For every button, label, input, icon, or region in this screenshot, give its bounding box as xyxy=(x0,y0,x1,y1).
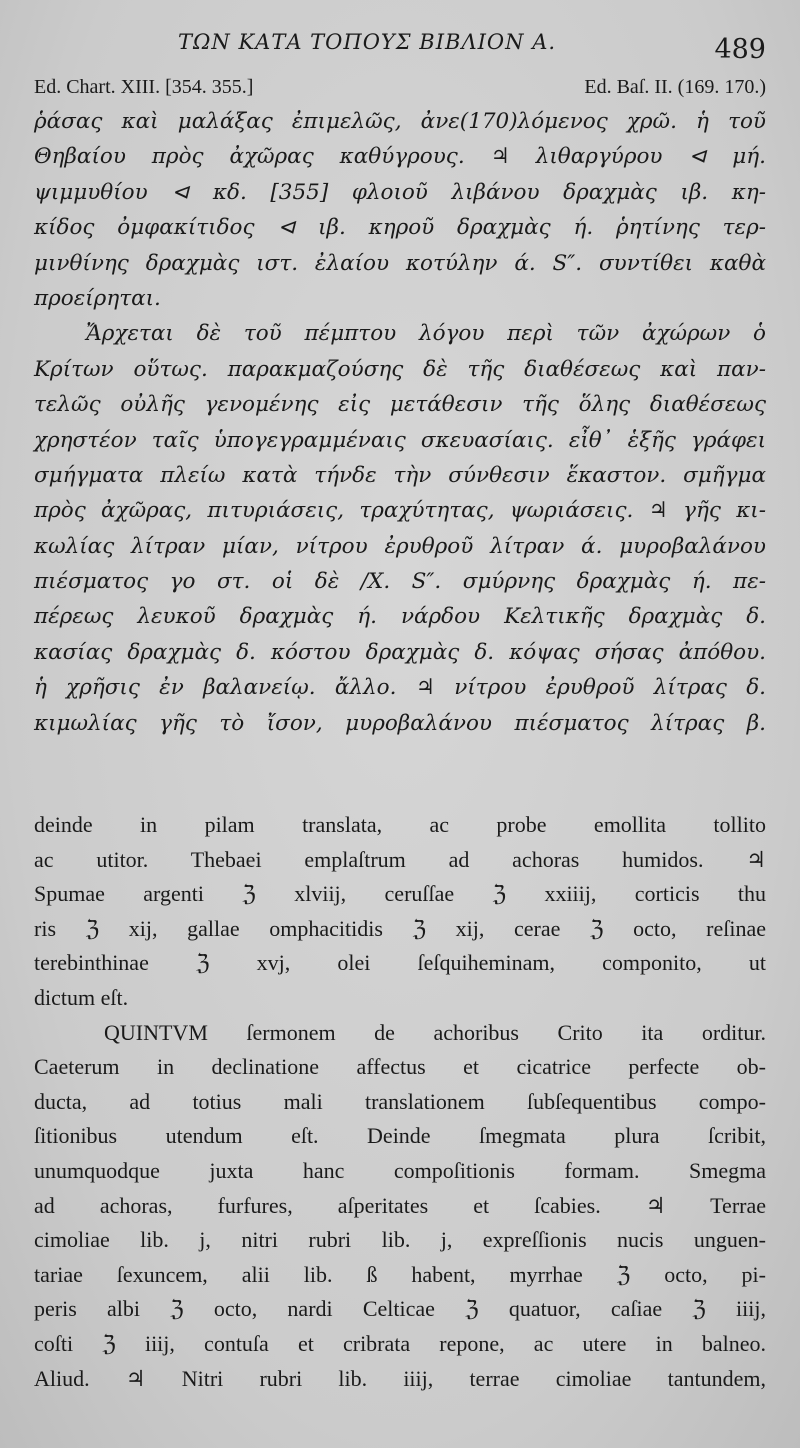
latin-line: unumquodque juxta hanc compoſitionis formam. Smegma xyxy=(34,1157,766,1183)
greek-line: πρὸς ἀχῶρας, πιτυριάσεις, τραχύτητας, ψωριάσεις. ♃ γῆς κι- xyxy=(34,498,766,524)
greek-line: προείρηται. xyxy=(34,285,161,311)
latin-line: terebinthinae ℨ xvj, olei ſeſquiheminam, componito, ut xyxy=(34,950,766,976)
greek-line: κωλίας λίτραν μίαν, νίτρου ἐρυθροῦ λίτραν ά. μυροβαλάνου xyxy=(34,533,766,559)
greek-line: κασίας δραχμὰς δ. κόστου δραχμὰς δ. κόψας σήσας ἀπόθου. xyxy=(34,639,766,665)
edition-reference-line xyxy=(34,76,766,104)
latin-line: cimoliae lib. j, nitri rubri lib. j, expreſſionis nucis unguen- xyxy=(34,1227,766,1253)
latin-line: coſti ℨ iiij, contuſa et cribrata repone, ac utere in balneo. xyxy=(34,1330,766,1356)
greek-line: πέρεως λευκοῦ δραχμὰς ή. νάρδου Κελτικῆς δραχμὰς δ. xyxy=(34,604,766,630)
latin-line: dictum eſt. xyxy=(34,984,129,1010)
greek-line: κιμωλίας γῆς τὸ ἴσον, μυροβαλάνου πιέσματος λίτρας β. xyxy=(34,710,766,736)
running-head-title: ΤΩΝ ΚΑΤΑ ΤΟΠΟΥΣ ΒΙΒΛΙΟΝ Α. xyxy=(178,30,557,54)
latin-line: ad achoras, furfures, aſperitates et ſcabies. ♃ Terrae xyxy=(34,1192,766,1218)
greek-text-block xyxy=(34,104,766,741)
greek-line: ἡ χρῆσις ἐν βαλανείῳ. ἄλλο. ♃ νίτρου ἐρυθροῦ λίτρας δ. xyxy=(34,675,766,701)
greek-line: Κρίτων οὕτως. παρακμαζούσης δὲ τῆς διαθέσεως καὶ παν- xyxy=(34,356,766,382)
greek-line: ῥάσας καὶ μαλάξας ἐπιμελῶς, ἀνε(170)λόμενος χρῶ. ἡ τοῦ xyxy=(34,109,766,134)
greek-line: ψιμμυθίου ⊲ κδ. [355] φλοιοῦ λιβάνου δραχμὰς ιβ. κη- xyxy=(34,179,766,205)
greek-line: Ἄρχεται δὲ τοῦ πέμπτου λόγου περὶ τῶν ἀχώρων ὁ xyxy=(86,321,766,347)
greek-line: σμήγματα πλείω κατὰ τήνδε τὴν σύνθεσιν ἕκαστον. σμῆγμα xyxy=(34,462,766,488)
latin-text-block xyxy=(34,808,766,1396)
latin-line: Spumae argenti ℨ xlviij, ceruſſae ℨ xxiiij, corticis thu xyxy=(34,881,766,907)
greek-line: Θηβαίου πρὸς ἀχῶρας καθύγρους. ♃ λιθαργύρου ⊲ μή. xyxy=(34,144,766,170)
latin-line: ducta, ad totius mali translationem ſubſequentibus compo- xyxy=(34,1088,766,1114)
greek-line: μινθίνης δραχμὰς ιστ. ἐλαίου κοτύλην ά. S″. συντίθει καθὰ xyxy=(34,250,766,276)
basel-edition-ref: Ed. Baſ. II. (169. 170.) xyxy=(584,76,766,98)
latin-line: ris ℨ xij, gallae omphacitidis ℨ xij, cerae ℨ octo, reſinae xyxy=(34,915,766,941)
latin-line: Caeterum in declinatione affectus et cicatrice perfecte ob- xyxy=(34,1054,766,1080)
latin-line: QUINTVM ſermonem de achoribus Crito ita orditur. xyxy=(104,1019,766,1045)
greek-line: χρηστέον ταῖς ὑπογεγραμμέναις σκευασίαις. εἶθ᾽ ἑξῆς γράφει xyxy=(34,427,766,453)
latin-line: tariae ſexuncem, alii lib. ß habent, myrrhae ℨ octo, pi- xyxy=(34,1261,766,1287)
latin-line: deinde in pilam translata, ac probe emollita tollito xyxy=(34,812,766,837)
latin-line: Aliud. ♃ Nitri rubri lib. iiij, terrae cimoliae tantundem, xyxy=(34,1365,766,1391)
latin-line: ac utitor. Thebaei emplaſtrum ad achoras humidos. ♃ xyxy=(34,846,766,872)
greek-line: κίδος ὀμφακίτιδος ⊲ ιβ. κηροῦ δραχμὰς ή. ῥητίνης τερ- xyxy=(34,215,766,241)
greek-line: τελῶς οὐλῆς γενομένης εἰς μετάθεσιν τῆς ὅλης διαθέσεως xyxy=(34,392,766,418)
greek-line: πιέσματος γο στ. οἱ δὲ /X. S″. σμύρνης δραχμὰς ή. πε- xyxy=(34,569,766,595)
running-head xyxy=(0,30,800,70)
page-number: 489 xyxy=(714,34,766,65)
latin-line: ſitionibus utendum eſt. Deinde ſmegmata plura ſcribit, xyxy=(34,1123,766,1149)
latin-line: peris albi ℨ octo, nardi Celticae ℨ quatuor, caſiae ℨ iiij, xyxy=(34,1296,766,1322)
chartier-edition-ref: Ed. Chart. XIII. [354. 355.] xyxy=(34,76,254,98)
